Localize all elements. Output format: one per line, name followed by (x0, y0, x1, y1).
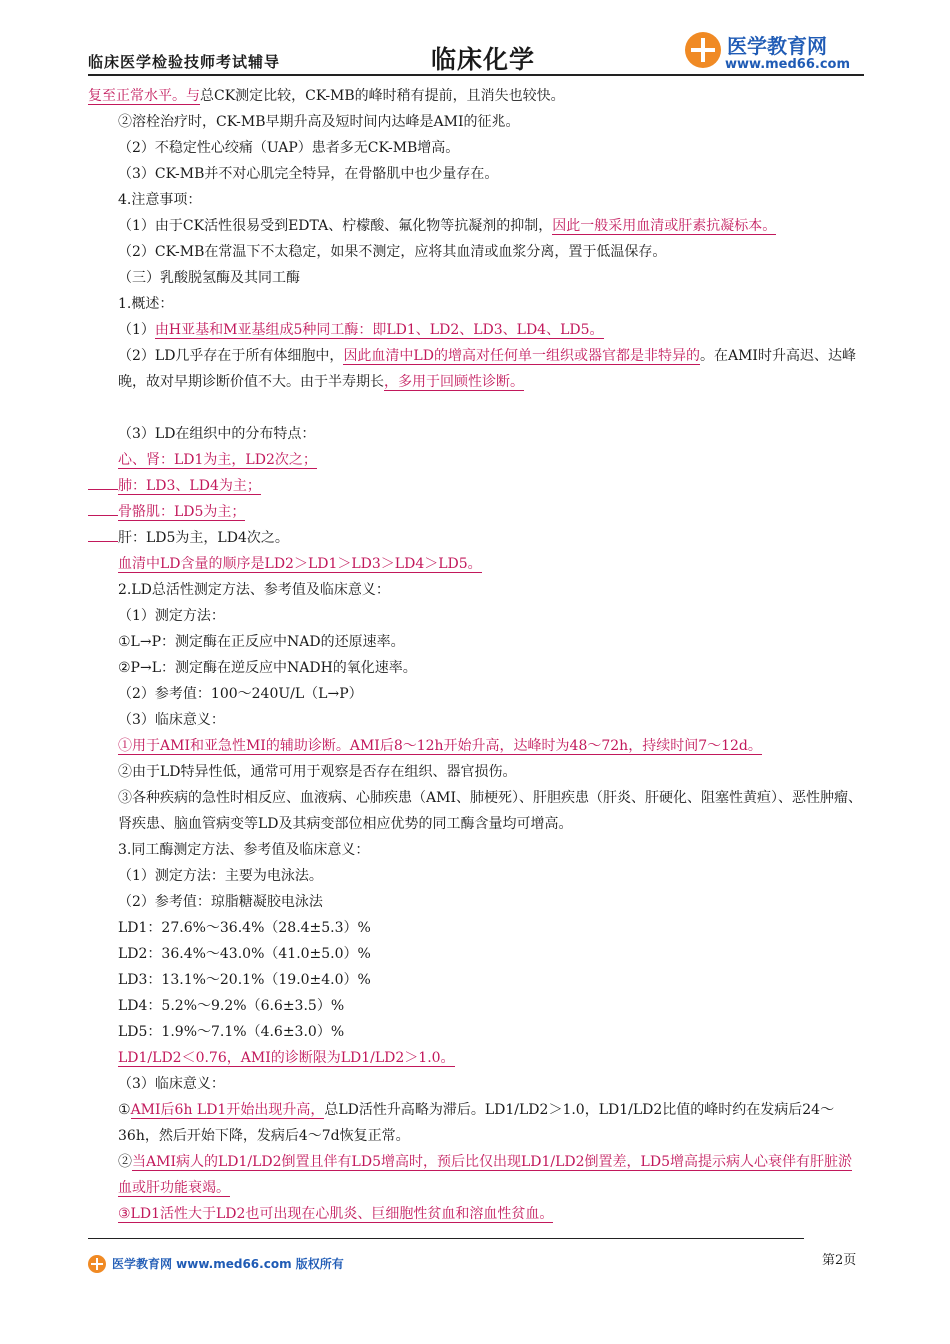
text-segment: ②P→L：测定酶在逆反应中NADH的氧化速率。 (118, 660, 417, 676)
text-segment: 总CK测定比较，CK-MB的峰时稍有提前，且消失也较快。 (200, 88, 565, 104)
highlighted-text: 复至正常水平。与 (88, 88, 200, 104)
text-segment: （3）CK-MB并不对心肌完全特异，在骨骼肌中也少量存在。 (118, 166, 499, 182)
text-line (88, 343, 864, 395)
text-segment: ②溶栓治疗时，CK-MB早期升高及短时间内达峰是AMI的征兆。 (118, 114, 520, 130)
text-segment: （3）临床意义： (118, 712, 225, 728)
fill-in-blank (88, 475, 118, 490)
text-line (88, 317, 864, 343)
text-line (88, 655, 864, 681)
text-line (88, 1097, 864, 1149)
text-line (88, 837, 864, 863)
text-segment: LD1：27.6%～36.4%（28.4±5.3）% (118, 920, 371, 936)
text-line (88, 941, 864, 967)
logo-name: 医学教育网 (727, 34, 827, 58)
footer-copyright: 医学教育网 www.med66.com 版权所有 (112, 1257, 344, 1271)
text-line (88, 551, 864, 577)
text-line (88, 239, 864, 265)
site-logo[interactable] (685, 30, 865, 74)
text-line (88, 889, 864, 915)
highlighted-text: 肺：LD3、LD4为主； (118, 478, 261, 494)
highlighted-text: LD1/LD2＜0.76，AMI的诊断限为LD1/LD2＞1.0。 (118, 1050, 455, 1066)
highlighted-text: 血清中LD含量的顺序是LD2＞LD1＞LD3＞LD4＞LD5。 (118, 556, 482, 572)
footer-cross-logo-icon (88, 1255, 106, 1273)
text-line (88, 525, 864, 551)
subject-title: 临床化学 (431, 45, 536, 74)
text-line (88, 499, 864, 525)
highlighted-text: ①用于AMI和亚急性MI的辅助诊断。AMI后8～12h开始升高，达峰时为48～72h，持续时间7～12d。 (118, 738, 762, 754)
text-line (88, 473, 864, 499)
text-segment: LD4：5.2%～9.2%（6.6±3.5）% (118, 998, 345, 1014)
text-line (88, 447, 864, 473)
footer-divider (88, 1238, 804, 1239)
text-segment: （3）LD在组织中的分布特点： (118, 426, 316, 442)
text-segment: （1）由于CK活性很易受到EDTA、柠檬酸、氟化物等抗凝剂的抑制， (118, 218, 553, 234)
footer-logo[interactable] (88, 1254, 388, 1276)
text-line (88, 603, 864, 629)
text-segment: （1）测定方法：主要为电泳法。 (118, 868, 323, 884)
text-segment: （2）参考值：100～240U/L（L→P） (118, 686, 363, 702)
fill-in-blank (88, 527, 118, 542)
text-line (88, 135, 864, 161)
highlighted-text: ，多用于回顾性诊断。 (384, 374, 524, 390)
text-segment: 3.同工酶测定方法、参考值及临床意义： (118, 842, 370, 858)
blank-line (88, 395, 864, 421)
text-segment: LD5：1.9%～7.1%（4.6±3.0）% (118, 1024, 345, 1040)
text-line (88, 863, 864, 889)
document-body (88, 83, 864, 1227)
text-segment: ② (118, 1154, 132, 1170)
highlighted-text: 因此血清中LD的增高对任何单一组织或器官都是非特异的 (343, 348, 700, 364)
logo-url[interactable]: www.med66.com (725, 57, 851, 72)
text-line (88, 265, 864, 291)
text-line (88, 1149, 864, 1201)
text-segment: ③各种疾病的急性时相反应、血液病、心肺疾患（AMI、肺梗死）、肝胆疾患（肝炎、肝硬化、阻塞性黄疸）、恶性肿瘤、肾疾患、脑血管病变等LD及其病变部位相应优势的同工酶含量均可增高。 (118, 790, 862, 832)
highlighted-text: 骨骼肌：LD5为主； (118, 504, 246, 520)
text-segment: LD3：13.1%～20.1%（19.0±4.0）% (118, 972, 371, 988)
course-title: 临床医学检验技师考试辅导 (88, 53, 281, 71)
text-line (88, 83, 864, 109)
text-segment: （2）CK-MB在常温下不太稳定，如果不测定，应将其血清或血浆分离，置于低温保存。 (118, 244, 667, 260)
text-line (88, 1045, 864, 1071)
highlighted-text: 由H亚基和M亚基组成5种同工酶：即LD1、LD2、LD3、LD4、LD5。 (154, 322, 604, 338)
text-line (88, 291, 864, 317)
highlighted-text: ③LD1活性大于LD2也可出现在心肌炎、巨细胞性贫血和溶血性贫血。 (118, 1206, 554, 1222)
text-segment: （3）临床意义： (118, 1076, 225, 1092)
text-segment: （2）参考值：琼脂糖凝胶电泳法 (118, 894, 323, 910)
text-line (88, 629, 864, 655)
highlighted-text: 心、肾：LD1为主，LD2次之； (118, 452, 317, 468)
text-line (88, 1201, 864, 1227)
text-line (88, 109, 864, 135)
text-line (88, 993, 864, 1019)
text-segment: 1.概述： (118, 296, 174, 312)
text-line (88, 967, 864, 993)
text-segment: 。在AMI时升高迟、达峰晚，故对早期诊断价值不大。由于半寿期长 (118, 348, 856, 390)
highlighted-text: AMI后6h LD1开始出现升高， (130, 1102, 325, 1118)
text-segment: 4.注意事项： (118, 192, 202, 208)
text-line (88, 785, 864, 837)
text-line (88, 1019, 864, 1045)
text-line (88, 733, 864, 759)
text-line (88, 187, 864, 213)
fill-in-blank (88, 501, 118, 516)
text-line (88, 681, 864, 707)
highlighted-text: 因此一般采用血清或肝素抗凝标本。 (552, 218, 777, 234)
text-line (88, 577, 864, 603)
text-segment: 肝：LD5为主，LD4次之。 (118, 530, 289, 546)
text-segment: ①L→P：测定酶在正反应中NAD的还原速率。 (118, 634, 405, 650)
text-segment: （1）测定方法： (118, 608, 225, 624)
text-segment: 总LD活性升高略为滞后。LD1/LD2＞1.0，LD1/LD2比值的峰时约在发病后24～36h，然后开始下降，发病后4～7d恢复正常。 (118, 1102, 835, 1144)
text-segment: （2）LD几乎存在于所有体细胞中， (118, 348, 344, 364)
text-line (88, 915, 864, 941)
text-line (88, 213, 864, 239)
text-line (88, 707, 864, 733)
text-segment: LD2：36.4%～43.0%（41.0±5.0）% (118, 946, 371, 962)
page-number: 第2页 (822, 1253, 857, 1268)
text-line (88, 421, 864, 447)
text-segment: 2.LD总活性测定方法、参考值及临床意义： (118, 582, 390, 598)
text-line (88, 1071, 864, 1097)
text-segment: ① (118, 1102, 131, 1118)
text-segment: （三）乳酸脱氢酶及其同工酶 (118, 270, 300, 286)
header-divider (88, 74, 864, 76)
text-line (88, 161, 864, 187)
text-segment: ②由于LD特异性低，通常可用于观察是否存在组织、器官损伤。 (118, 764, 517, 780)
text-segment: （2）不稳定性心绞痛（UAP）患者多无CK-MB增高。 (118, 140, 460, 156)
text-line (88, 759, 864, 785)
highlighted-text: 当AMI病人的LD1/LD2倒置且伴有LD5增高时，预后比仅出现LD1/LD2倒置差，LD5增高提示病人心衰伴有肝脏淤血或肝功能衰竭。 (118, 1154, 852, 1196)
cross-logo-icon (685, 32, 721, 68)
text-segment: （1） (118, 322, 155, 338)
